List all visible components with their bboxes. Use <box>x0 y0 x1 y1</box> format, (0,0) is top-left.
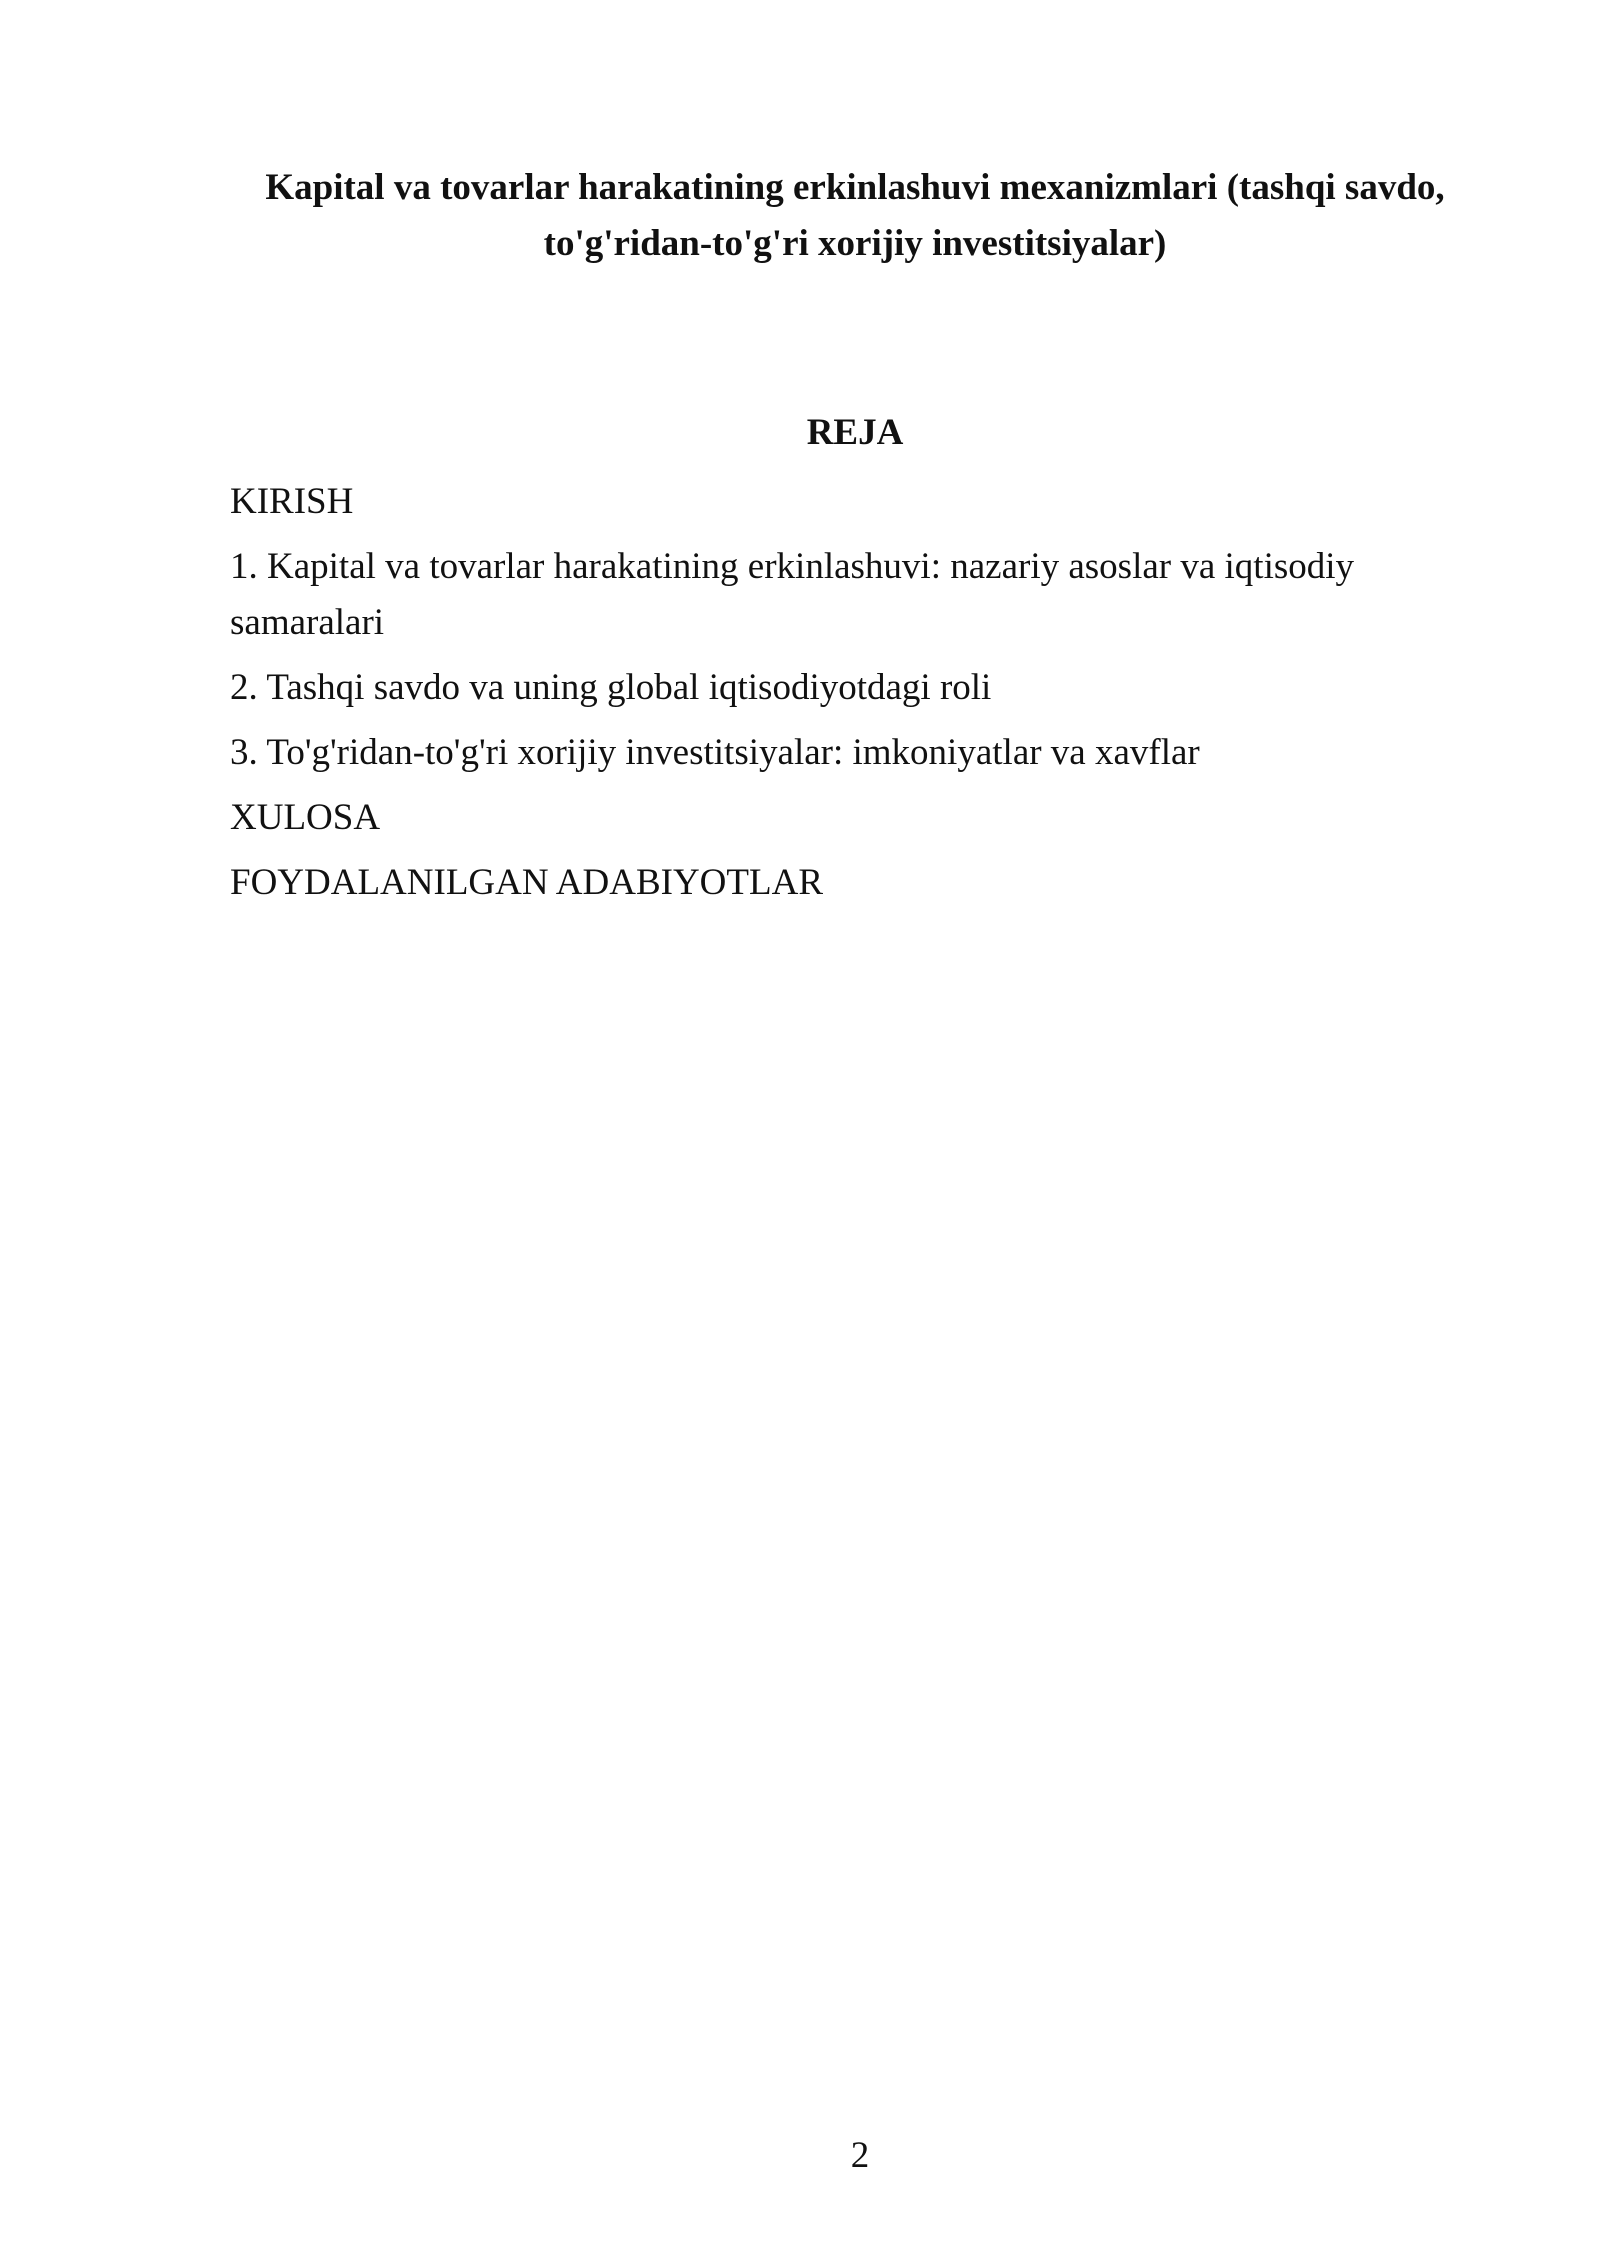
document-title <box>230 160 1480 272</box>
plan-item-introduction: KIRISH <box>230 481 354 522</box>
plan-list <box>230 474 1480 920</box>
plan-item-references: FOYDALANILGAN ADABIYOTLAR <box>230 862 823 903</box>
plan-item-conclusion: XULOSA <box>230 797 381 838</box>
plan-heading: REJA <box>806 412 904 453</box>
plan-item-2: 2. Tashqi savdo va uning global iqtisodiyotdagi roli <box>230 667 992 708</box>
plan-item-3: 3. To'g'ridan-to'g'ri xorijiy investitsiyalar: imkoniyatlar va xavflar <box>230 732 1200 773</box>
plan-item-1: 1. Kapital va tovarlar harakatining erkinlashuvi: nazariy asoslar va iqtisodiy samaralari <box>230 546 1355 643</box>
document-title-line-1: Kapital va tovarlar harakatining erkinlashuvi mexanizmlari (tashqi savdo, <box>265 167 1445 208</box>
document-title-line-2: to'g'ridan-to'g'ri xorijiy investitsiyalar) <box>543 223 1167 264</box>
page-number: 2 <box>850 2135 870 2176</box>
